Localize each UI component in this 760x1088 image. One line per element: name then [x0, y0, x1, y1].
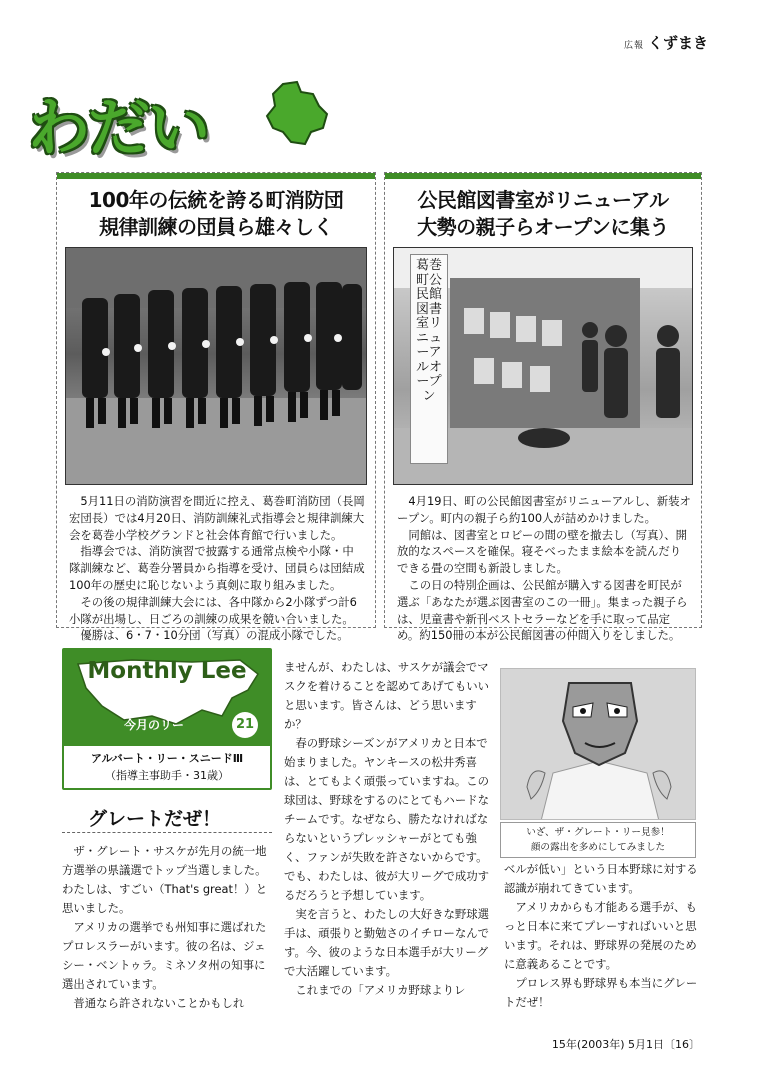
marching-firefighters-image: [66, 248, 367, 485]
essay-continuation: ベルが低い」という日本野球に対する認識が崩れてきています。: [504, 862, 698, 895]
essay-title: グレートだぜ！: [88, 808, 222, 830]
essay-paragraph: 普通なら許されないことかもしれ: [73, 996, 245, 1010]
fire-brigade-photo: [65, 247, 367, 485]
column-author: [64, 746, 270, 788]
article-paragraph: 5月11日の消防演習を間近に控え、葛巻町消防団（長岡宏団長）では4月20日、消防訓練礼式指導会と規律訓練大会を葛巻小学校グランドと社会体育館で行いました。: [69, 494, 365, 542]
photo-caption: [500, 822, 696, 858]
fire-brigade-article: [56, 172, 376, 643]
section-logo: [28, 72, 328, 172]
article-paragraph: その後の規律訓練大会には、各中隊から2小隊ずつ計6小隊が出場し、日ごろの訓練の成果を競い合いました。: [69, 594, 357, 626]
library-article: [384, 172, 702, 643]
article-paragraph: この日の特別企画は、公民館が購入する図書を町民が選ぶ「あなたが選ぶ図書室のこの一冊」。集まった親子らは、児童書や新刊ベストセラーなどを手に取って品定め。約150冊の本が公民館図書の仲間入りをしました。: [397, 577, 688, 643]
issue-number-badge: 21: [232, 712, 258, 738]
article-body: [69, 493, 365, 644]
essay-paragraph: プロレス界も野球界も本当にグレートだぜ！: [504, 976, 698, 1009]
publication-brand: [624, 32, 708, 53]
author-role: （指導主事助手・31歳）: [105, 769, 229, 782]
headline-line-2: 規律訓練の団員ら雄々しく: [99, 215, 333, 239]
monthly-lee-box: [62, 648, 272, 790]
essay-continuation: ませんが、わたしは、サスケが議会でマスクを着けることを認めてあげてもいいと思います。皆さんは、どう思いますか？: [284, 660, 490, 731]
lee-masked-photo: [500, 668, 696, 820]
section-title: わだい: [28, 91, 209, 164]
essay-paragraph: 春の野球シーズンがアメリカと日本で始まりました。ヤンキースの松井秀喜は、とてもよく頑張っていますね。この球団は、野球をするのにとてもハードなチームです。なぜなら、勝たなければならないというプレッシャーがとても強く、ファンが失敗を許さないからです。でも、わたしは、彼が大リーグで成功するだろうと予想しています。: [284, 736, 490, 902]
headline-line-1: 公民館図書室がリニューアル: [417, 188, 669, 212]
essay-paragraph: ザ・グレート・サスケが先月の統一地方選挙の県議選でトップ当選しました。わたしは、すごい（That's great！）と思いました。: [62, 844, 268, 915]
column-title: Monthly Lee: [87, 658, 247, 684]
article-headline: [65, 187, 367, 241]
reopening-sign: [410, 254, 448, 464]
essay-paragraph: これまでの「アメリカ野球よりレ: [295, 983, 466, 997]
green-top-bar: [57, 173, 375, 179]
essay-column-1: [62, 842, 272, 1013]
dashed-divider: [62, 832, 272, 833]
column-subtitle: 今月のリー: [124, 718, 185, 732]
article-headline: [393, 187, 693, 241]
article-paragraph: 4月19日、町の公民館図書室がリニューアルし、新装オープン。町内の親子ら約100人が詰めかけました。: [397, 494, 691, 525]
library-photo: [393, 247, 693, 485]
masked-man-image: [501, 669, 696, 820]
town-map-icon: [253, 80, 333, 150]
essay-column-2: [284, 658, 498, 1000]
essay-paragraph: アメリカの選挙でも州知事に選ばれたプロレスラーがいます。彼の名は、ジェシー・ベントゥラ。ミネソタ州の知事に選出されています。: [62, 920, 267, 991]
article-paragraph: 同館は、図書室とロビーの間の壁を撤去し（写真）、開放的なスペースを確保。寝そべったまま絵本を読んだりできる畳の空間も新設しました。: [397, 527, 688, 576]
article-paragraph: 優勝は、6・7・10分団（写真）の混成小隊でした。: [80, 628, 349, 643]
essay-paragraph: 実を言うと、わたしの大好きな野球選手は、頑張りと勤勉さのイチローなんです。今、彼のような日本選手が大リーグで大活躍しています。: [284, 907, 490, 978]
brand-prefix: 広報: [623, 41, 644, 51]
headline-line-2: 大勢の親子らオープンに集う: [417, 215, 669, 239]
essay-column-3: [504, 860, 700, 1012]
article-paragraph: 指導会では、消防演習で披露する通常点検や小隊・中隊訓練など、葛巻分署員から指導を受け、団員らは団結成100年の歴史に恥じないよう真剣に取り組みました。: [69, 544, 365, 592]
author-name: アルバート・リー・スニードⅢ: [90, 752, 244, 765]
green-top-bar: [385, 173, 701, 179]
essay-paragraph: アメリカからも才能ある選手が、もっと日本に来てプレーすればいいと思います。それは、野球界の発展のために意義あることです。: [504, 900, 697, 971]
sign-text: 葛巻町公民館図書室リニューアルオープン: [415, 258, 442, 404]
headline-line-1: 100年の伝統を誇る町消防団: [88, 188, 344, 212]
caption-line-1: いざ、ザ・グレート・リー見参！: [526, 827, 670, 838]
issue-date-footer: 15年(2003年) 5月1日〔16〕: [551, 1038, 700, 1051]
article-body: [397, 493, 691, 644]
caption-line-2: 顔の露出を多めにしてみました: [530, 842, 666, 853]
brand-name: くずまき: [647, 34, 708, 52]
